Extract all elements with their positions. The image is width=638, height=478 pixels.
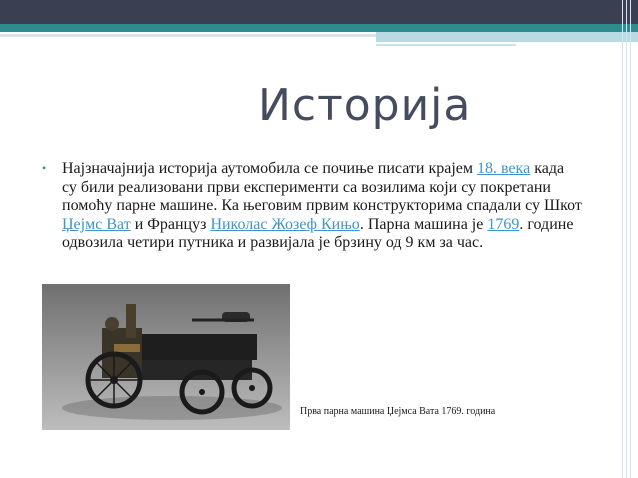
slide-paragraph: [62, 160, 582, 253]
header-band-teal: [0, 24, 638, 32]
paragraph-text: када су били реализовани први експерименти са возилима који су покретани помоћу парне машине. Ка његовим првим конструкторима спадали су Шкот: [62, 160, 582, 215]
header-line-short: [376, 44, 516, 46]
image-caption: Прва парна машина Џејмса Вата 1769. година: [300, 406, 496, 417]
paragraph-text: Најзначајнија историја аутомобила се почиње писати крајем: [62, 160, 477, 177]
paragraph-text: . године одвозила четири путника и развијала је брзину од 9 км за час.: [62, 215, 574, 252]
paragraph-text: . Парна машина је: [359, 215, 488, 233]
steam-car-illustration: [42, 284, 290, 430]
slide-title: Историја: [258, 80, 472, 131]
steam-car-photo: [42, 284, 290, 430]
decor-vertical-lines: [618, 0, 638, 478]
paragraph-text: и Француз: [130, 215, 211, 233]
link-james-watt[interactable]: Џејмс Ват: [62, 215, 131, 233]
header-band-light: [376, 32, 638, 42]
header-band-dark: [0, 0, 638, 24]
header-line: [0, 34, 376, 37]
link-nicolas-cugnot[interactable]: Николас Жозеф Кињо: [210, 215, 360, 233]
link-1769[interactable]: 1769: [487, 215, 520, 233]
bullet-icon: •: [42, 161, 47, 175]
link-18th-century[interactable]: 18. века: [476, 160, 531, 177]
